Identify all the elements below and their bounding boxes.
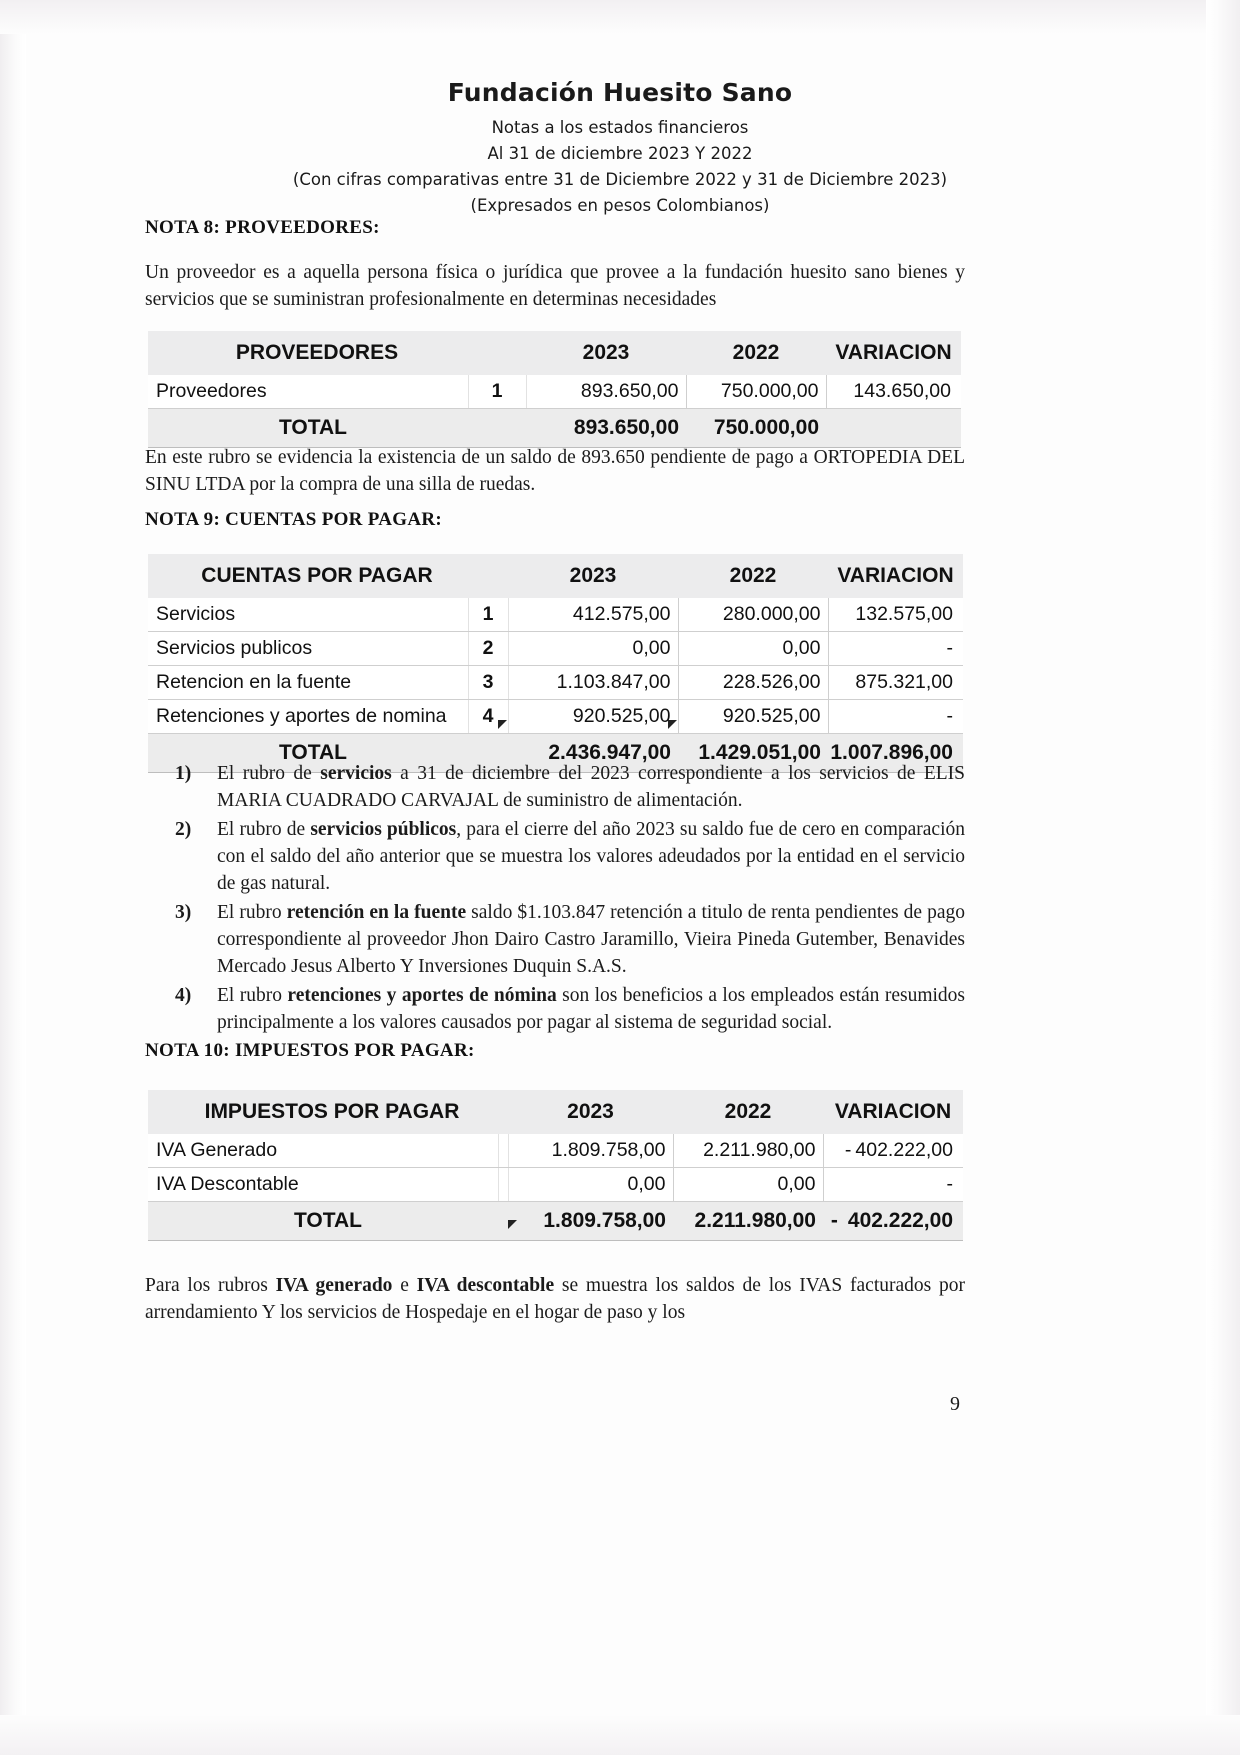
page-number: 9 [950,1393,960,1415]
row-index: 1 [468,375,526,409]
total-value-variacion [823,1202,963,1241]
list-text-bold: servicios [320,763,392,784]
row-index: 1 [468,598,508,632]
impuestos-por-pagar-table [148,1090,963,1241]
list-text-pre: El rubro [217,985,288,1006]
table-total-row [148,1202,963,1241]
table-row [148,598,963,632]
closing-pre: Para los rubros [145,1275,276,1296]
scan-artifact-tick [508,1220,517,1229]
header-subtitle-1: Notas a los estados financieros [491,118,749,137]
row-value-variacion: - [828,700,963,734]
scan-edge-bottom [0,1715,1240,1755]
row-value-2022: 0,00 [678,632,828,666]
list-item [175,760,965,814]
list-text-post: saldo $1.103.847 retención a titulo de renta pendientes de pago correspondiente al proveedor Jhon Dairo Castro Jaramillo, Vieira Pineda Gutember, Benavides Mercado Jesus Alberto Y Inversiones Duquin S.A.S. [217,902,965,977]
list-marker: 3) [175,902,192,923]
closing-bold-1: IVA generado [275,1275,393,1296]
row-value-variacion: - [828,632,963,666]
note-10-heading: NOTA 10: IMPUESTOS POR PAGAR: [145,1040,475,1061]
row-value-2022: 2.211.980,00 [673,1134,823,1168]
table-header-row [148,331,961,375]
column-header-variacion: VARIACION [826,331,961,375]
closing-mid: e [392,1275,417,1296]
scan-artifact-tick [668,720,677,729]
closing-bold-2: IVA descontable [416,1275,555,1296]
total-value-2023: 893.650,00 [526,409,686,448]
total-index [468,409,526,448]
total-value-variacion [826,409,961,448]
header-subtitle-2: Al 31 de diciembre 2023 Y 2022 [487,144,753,163]
column-header-variacion: VARIACION [823,1090,963,1134]
row-index: 4 [468,700,508,734]
row-value-2023: 920.525,00 [508,700,678,734]
row-value-2023: 412.575,00 [508,598,678,632]
row-value-2023: 0,00 [508,1168,673,1202]
row-label: Retenciones y aportes de nomina [148,700,468,734]
column-header-title: CUENTAS POR PAGAR [148,554,468,598]
row-label: IVA Descontable [148,1168,498,1202]
column-header-index [468,331,526,375]
row-value-2022: 920.525,00 [678,700,828,734]
total-label: TOTAL [148,1202,498,1241]
variacion-amount: - [946,1173,953,1195]
note-10-closing-paragraph [145,1272,965,1326]
column-header-2023: 2023 [526,331,686,375]
column-header-variacion: VARIACION [828,554,963,598]
row-label: Servicios [148,598,468,632]
row-value-2023: 893.650,00 [526,375,686,409]
note-9-heading: NOTA 9: CUENTAS POR PAGAR: [145,509,443,530]
table-row [148,666,963,700]
row-value-2022: 750.000,00 [686,375,826,409]
table-row [148,1168,963,1202]
total-value-2022: 750.000,00 [686,409,826,448]
variacion-amount: 402.222,00 [847,1209,953,1232]
total-label: TOTAL [148,409,468,448]
scan-artifact-tick [498,720,507,729]
row-label: IVA Generado [148,1134,498,1168]
column-header-2023: 2023 [508,554,678,598]
note-8-intro-paragraph: Un proveedor es a aquella persona física o jurídica que provee a la fundación huesito sano bienes y servicios que se suministran profesionalmente en determinas necesidades [145,262,965,310]
total-value-variacion: 1.007.896,00 [828,734,963,773]
list-item [175,982,965,1036]
list-item [175,899,965,980]
row-value-variacion [823,1168,963,1202]
column-header-title: IMPUESTOS POR PAGAR [148,1090,498,1134]
scan-edge-left [0,0,26,1755]
cuentas-por-pagar-table-wrap [148,554,963,773]
proveedores-table-wrap [148,331,961,448]
row-value-2023: 1.103.847,00 [508,666,678,700]
column-header-2023: 2023 [508,1090,673,1134]
list-text-post: a 31 de diciembre del 2023 correspondiente a los servicios de ELIS MARIA CUADRADO CARVAJAL de suministro de alimentación. [217,763,965,811]
row-index [498,1134,508,1168]
list-item [175,816,965,897]
scan-edge-top [0,0,1240,34]
table-row [148,632,963,666]
header-subtitle-3: (Con cifras comparativas entre 31 de Diciembre 2022 y 31 de Diciembre 2023) [292,170,948,189]
row-value-2022: 0,00 [673,1168,823,1202]
table-header-row [148,1090,963,1134]
row-value-variacion: 143.650,00 [826,375,961,409]
list-text-post: son los beneficios a los empleados están resumidos principalmente a los valores causados por pagar al sistema de seguridad social. [217,985,965,1033]
scan-edge-right [1206,0,1240,1755]
list-marker: 4) [175,985,192,1006]
total-index [498,1202,508,1241]
column-header-2022: 2022 [678,554,828,598]
column-header-2022: 2022 [673,1090,823,1134]
row-index [498,1168,508,1202]
column-header-index [498,1090,508,1134]
row-value-variacion [823,1134,963,1168]
row-label: Proveedores [148,375,468,409]
total-value-2023: 2.436.947,00 [508,734,678,773]
list-text-pre: El rubro [217,902,287,923]
header-subtitle-4: (Expresados en pesos Colombianos) [470,196,770,215]
row-value-2022: 280.000,00 [678,598,828,632]
row-value-2023: 0,00 [508,632,678,666]
list-text-bold: servicios públicos [310,819,457,840]
total-value-2022: 2.211.980,00 [673,1202,823,1241]
note-8-heading: NOTA 8: PROVEEDORES: [145,217,380,238]
row-index: 2 [468,632,508,666]
list-text-pre: El rubro de [217,819,311,840]
total-value-2022: 1.429.051,00 [678,734,828,773]
total-value-2023: 1.809.758,00 [508,1202,673,1241]
list-text-pre: El rubro de [217,763,321,784]
note-8-closing-paragraph: En este rubro se evidencia la existencia de un saldo de 893.650 pendiente de pago a ORTOPEDIA DEL SINU LTDA por la compra de una silla de ruedas. [145,447,965,495]
variacion-sign: - [830,1209,838,1232]
list-text-post: , para el cierre del año 2023 su saldo fue de cero en comparación con el saldo del año anterior que se muestra los valores adeudados por la entidad en el servicio de gas natural. [217,819,965,894]
variacion-sign: - [844,1139,852,1161]
row-label: Retencion en la fuente [148,666,468,700]
row-index: 3 [468,666,508,700]
table-header-row [148,554,963,598]
column-header-2022: 2022 [686,331,826,375]
row-value-variacion: 132.575,00 [828,598,963,632]
document-header [0,78,1240,219]
proveedores-table [148,331,961,448]
column-header-title: PROVEEDORES [148,331,468,375]
row-value-2022: 228.526,00 [678,666,828,700]
column-header-index [468,554,508,598]
table-row [148,1134,963,1168]
variacion-amount: 402.222,00 [855,1139,953,1161]
row-value-2023: 1.809.758,00 [508,1134,673,1168]
list-text-bold: retención en la fuente [286,902,467,923]
table-total-row [148,409,961,448]
cuentas-por-pagar-table [148,554,963,773]
closing-post: se muestra los saldos de los IVAS facturados por arrendamiento Y los servicios de Hospedaje en el hogar de paso y los [145,1275,965,1323]
list-text-bold: retenciones y aportes de nómina [287,985,557,1006]
impuestos-por-pagar-table-wrap [148,1090,963,1241]
list-marker: 1) [175,763,192,784]
note-9-numbered-list [175,760,965,1038]
row-label: Servicios publicos [148,632,468,666]
total-label: TOTAL [148,734,468,773]
table-row [148,700,963,734]
organization-title: Fundación Huesito Sano [447,78,793,107]
list-marker: 2) [175,819,192,840]
row-value-variacion: 875.321,00 [828,666,963,700]
table-row [148,375,961,409]
